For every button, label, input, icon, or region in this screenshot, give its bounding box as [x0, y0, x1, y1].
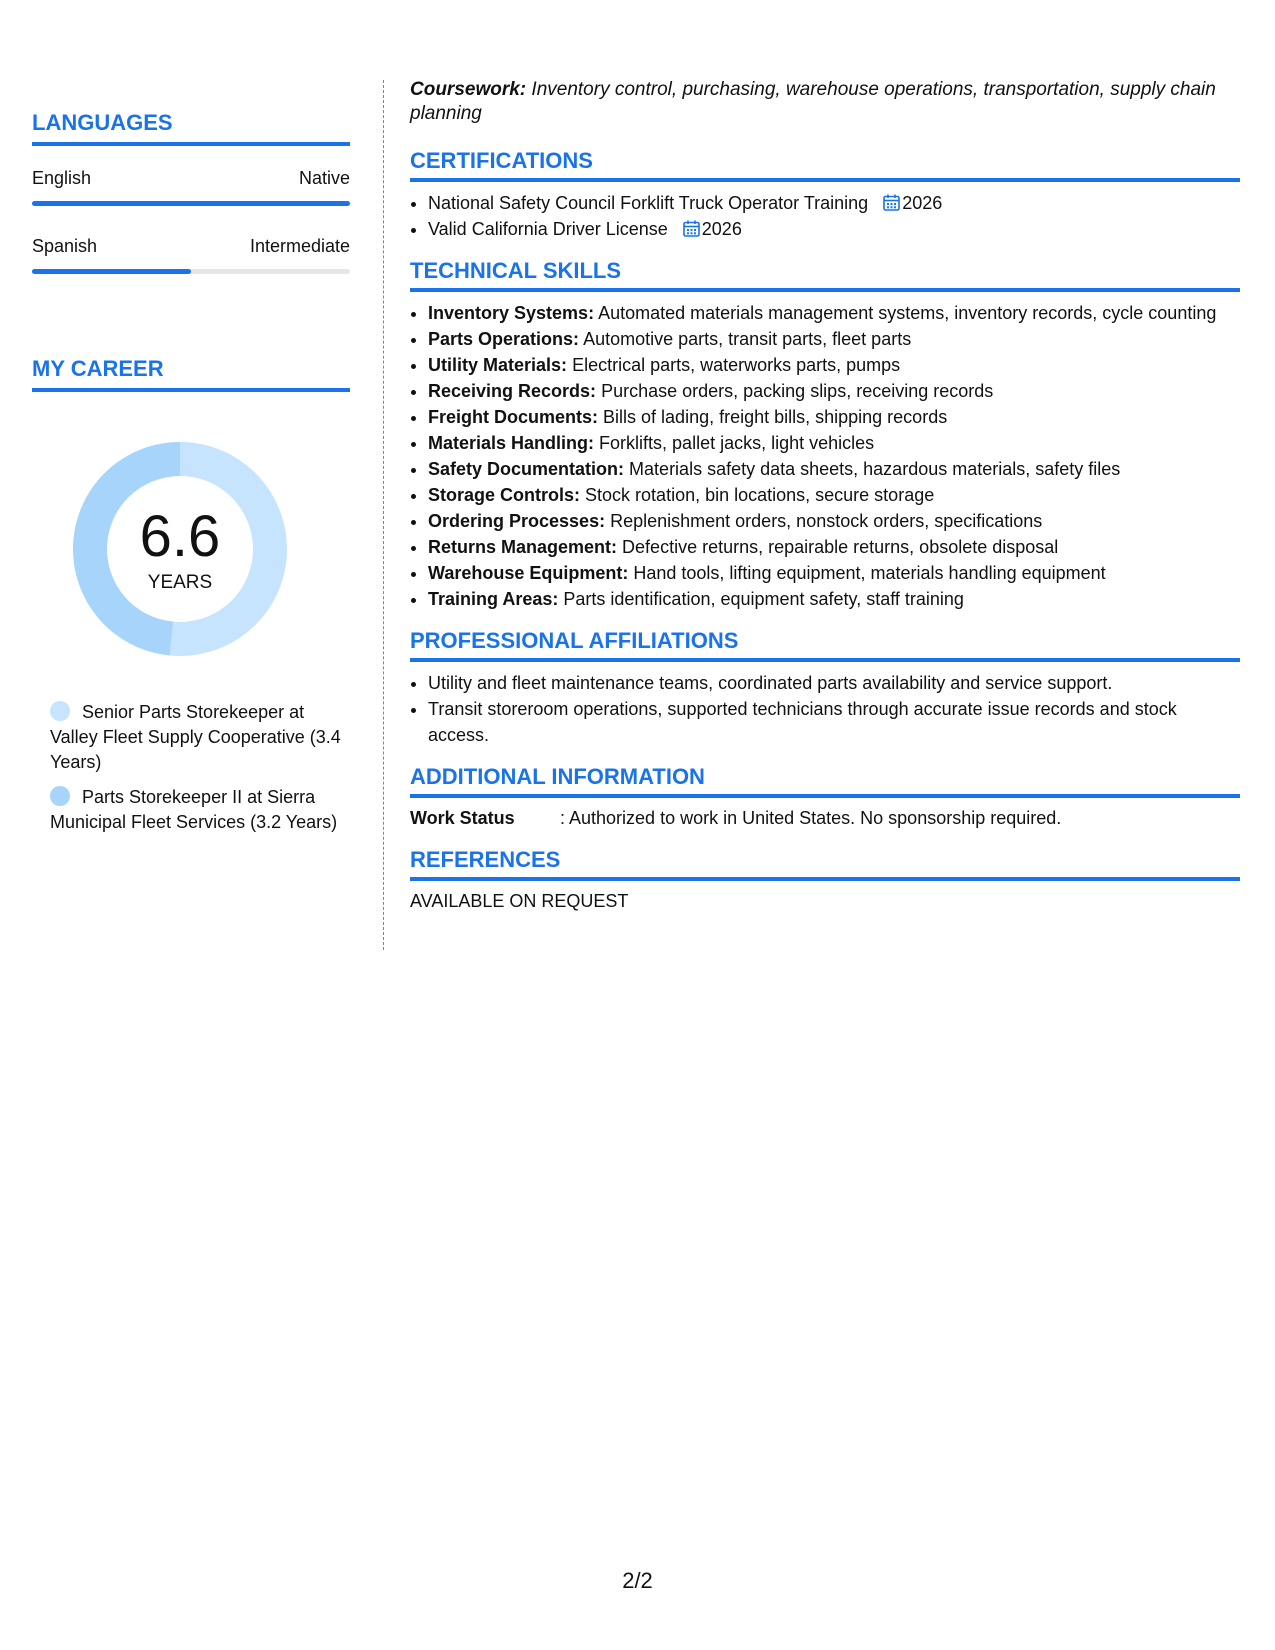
sidebar: [32, 80, 350, 845]
language-level: Native: [298, 168, 350, 188]
career-total-years: 6.6: [139, 504, 221, 569]
page-number: 2/2: [622, 1568, 653, 1593]
calendar-icon: [683, 220, 700, 237]
skill-item: [428, 560, 1240, 586]
skill-item: [428, 482, 1240, 508]
languages-heading: LANGUAGES: [32, 110, 350, 146]
career-legend-text: Senior Parts Storekeeper at Valley Fleet Supply Cooperative (3.4 Years): [50, 702, 341, 772]
work-status-value: : Authorized to work in United States. No sponsorship required.: [560, 808, 1062, 828]
references-text: AVAILABLE ON REQUEST: [410, 891, 629, 911]
skill-label: Receiving Records:: [428, 381, 597, 401]
coursework-label: Coursework:: [410, 79, 527, 100]
skill-text: Purchase orders, packing slips, receiving records: [601, 381, 994, 401]
skill-text: Hand tools, lifting equipment, materials handling equipment: [633, 563, 1106, 583]
affiliations-heading: PROFESSIONAL AFFILIATIONS: [410, 628, 1240, 662]
technical-skills-heading: TECHNICAL SKILLS: [410, 258, 1240, 292]
legend-dot-icon: [50, 786, 70, 806]
certification-item: [428, 190, 1240, 216]
certifications-heading: CERTIFICATIONS: [410, 148, 1240, 182]
skill-item: [428, 326, 1240, 352]
skill-label: Returns Management:: [428, 537, 618, 557]
language-proficiency-fill: [32, 201, 350, 206]
language-level: Intermediate: [249, 236, 350, 256]
skill-label: Training Areas:: [428, 589, 559, 609]
skill-text: Forklifts, pallet jacks, light vehicles: [599, 433, 875, 453]
coursework-text: Inventory control, purchasing, warehouse operations, transportation, supply chain planning: [410, 79, 1216, 124]
skill-text: Defective returns, repairable returns, obsolete disposal: [622, 537, 1059, 557]
career-legend-item: [50, 785, 350, 835]
affiliations-list: [410, 670, 1240, 748]
work-status-row: [410, 808, 1240, 829]
skill-label: Warehouse Equipment:: [428, 563, 629, 583]
certification-year: 2026: [701, 219, 742, 239]
language-proficiency-bar: [32, 201, 350, 206]
column-divider: [383, 80, 384, 950]
certifications-list: [410, 190, 1240, 242]
skill-text: Automotive parts, transit parts, fleet parts: [583, 329, 912, 349]
affiliation-item: • Utility and fleet maintenance teams, coordinated parts availability and service support.: [428, 670, 1240, 696]
skill-text: Stock rotation, bin locations, secure storage: [585, 485, 935, 505]
skill-text: Materials safety data sheets, hazardous materials, safety files: [629, 459, 1121, 479]
skill-label: Utility Materials:: [428, 355, 568, 375]
legend-dot-icon: [50, 701, 70, 721]
career-heading: MY CAREER: [32, 356, 350, 392]
certification-year: 2026: [902, 193, 943, 213]
skill-item: [428, 300, 1240, 326]
language-proficiency-bar: [32, 269, 350, 274]
skill-item: [428, 352, 1240, 378]
skill-item: [428, 404, 1240, 430]
certification-item: [428, 216, 1240, 242]
language-proficiency-fill: [32, 269, 191, 274]
skill-item: [428, 430, 1240, 456]
skill-text: Parts identification, equipment safety, staff training: [563, 589, 964, 609]
skill-label: Inventory Systems:: [428, 303, 595, 323]
skill-label: Ordering Processes:: [428, 511, 606, 531]
calendar-icon: [883, 194, 900, 211]
language-name: Spanish: [32, 236, 98, 256]
skill-label: Safety Documentation:: [428, 459, 625, 479]
skill-label: Freight Documents:: [428, 407, 599, 427]
main-content: [410, 78, 1240, 912]
skill-item: [428, 586, 1240, 612]
affiliation-item: • Transit storeroom operations, supported technicians through accurate issue records and stock access.: [428, 696, 1240, 748]
skill-item: [428, 534, 1240, 560]
career-legend-text: Parts Storekeeper II at Sierra Municipal Fleet Services (3.2 Years): [50, 787, 338, 832]
coursework: [410, 78, 1240, 126]
technical-skills-list: [410, 300, 1240, 612]
certification-name: Valid California Driver License: [428, 219, 668, 239]
skill-item: [428, 378, 1240, 404]
skill-item: [428, 456, 1240, 482]
career-donut-chart: [65, 434, 295, 664]
career-legend: [50, 700, 350, 835]
language-name: English: [32, 168, 92, 188]
references-heading: REFERENCES: [410, 847, 1240, 881]
skill-label: Parts Operations:: [428, 329, 580, 349]
skill-label: Storage Controls:: [428, 485, 581, 505]
language-item: [32, 168, 350, 206]
skill-text: Replenishment orders, nonstock orders, specifications: [610, 511, 1043, 531]
career-years-unit: YEARS: [147, 572, 213, 593]
work-status-label: Work Status: [410, 808, 515, 828]
language-item: [32, 236, 350, 274]
skill-item: [428, 508, 1240, 534]
certification-name: National Safety Council Forklift Truck Operator Training: [428, 193, 869, 213]
career-legend-item: [50, 700, 350, 775]
skill-text: Automated materials management systems, inventory records, cycle counting: [598, 303, 1217, 323]
skill-text: Electrical parts, waterworks parts, pumps: [572, 355, 901, 375]
skill-label: Materials Handling:: [428, 433, 595, 453]
skill-text: Bills of lading, freight bills, shipping records: [603, 407, 948, 427]
additional-info-heading: ADDITIONAL INFORMATION: [410, 764, 1240, 798]
